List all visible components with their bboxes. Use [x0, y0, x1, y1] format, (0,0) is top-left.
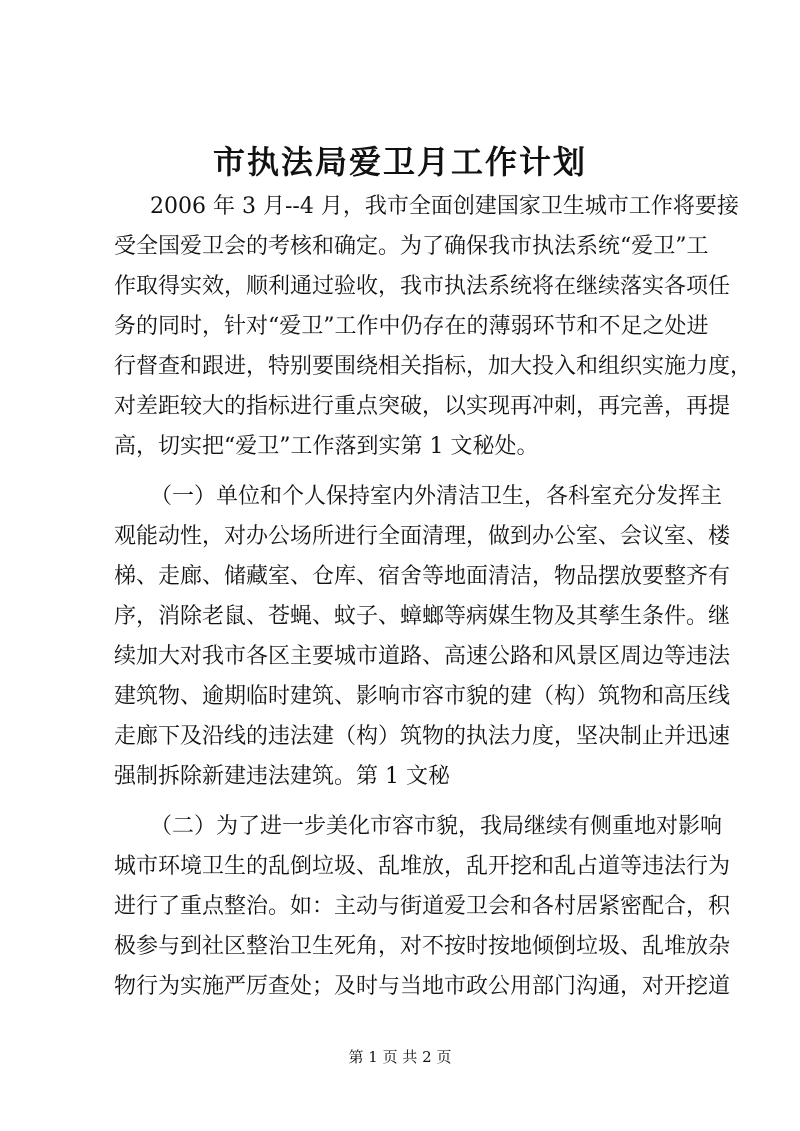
body-line: 城市环境卫生的乱倒垃圾、乱堆放，乱开挖和乱占道等违法行为	[114, 854, 731, 879]
body-line: 强制拆除新建违法建筑。第 1 文秘	[114, 764, 450, 789]
body-line: （一）单位和个人保持室内外清洁卫生，各科室充分发挥主	[150, 484, 723, 509]
body-line: 走廊下及沿线的违法建（构）筑物的执法力度，坚决制止并迅速	[114, 724, 731, 749]
body-line: 行督查和跟进，特别要围绕相关指标，加大投入和组织实施力度，	[114, 354, 753, 379]
body-line: 进行了重点整治。如：主动与街道爱卫会和各村居紧密配合，积	[114, 894, 731, 919]
body-line: 2006 年 3 月--4 月，我市全面创建国家卫生城市工作将要接	[150, 194, 739, 219]
body-line: 对差距较大的指标进行重点突破，以实现再冲刺，再完善，再提	[114, 394, 731, 419]
body-line: 建筑物、逾期临时建筑、影响市容市貌的建（构）筑物和高压线	[114, 684, 731, 709]
body-line: 梯、走廊、储藏室、仓库、宿舍等地面清洁，物品摆放要整齐有	[114, 564, 731, 589]
page-number-footer: 第 1 页 共 2 页	[348, 1048, 452, 1066]
body-line: 极参与到社区整治卫生死角，对不按时按地倾倒垃圾、乱堆放杂	[114, 934, 731, 959]
body-line: 序，消除老鼠、苍蝇、蚊子、蟑螂等病媒生物及其孳生条件。继	[114, 604, 731, 629]
document-title: 市执法局爱卫月工作计划	[212, 143, 587, 181]
body-line: 受全国爱卫会的考核和确定。为了确保我市执法系统“爱卫”工	[114, 234, 709, 259]
body-line: 高，切实把“爱卫”工作落到实第 1 文秘处。	[114, 434, 539, 459]
body-line: 续加大对我市各区主要城市道路、高速公路和风景区周边等违法	[114, 644, 731, 669]
body-line: （二）为了进一步美化市容市貌，我局继续有侧重地对影响	[150, 814, 723, 839]
body-line: 务的同时，针对“爱卫”工作中仍存在的薄弱环节和不足之处进	[114, 314, 709, 339]
body-line: 作取得实效，顺利通过验收，我市执法系统将在继续落实各项任	[114, 274, 731, 299]
body-line: 观能动性，对办公场所进行全面清理，做到办公室、会议室、楼	[114, 524, 731, 549]
body-line: 物行为实施严厉查处；及时与当地市政公用部门沟通，对开挖道	[114, 974, 731, 999]
